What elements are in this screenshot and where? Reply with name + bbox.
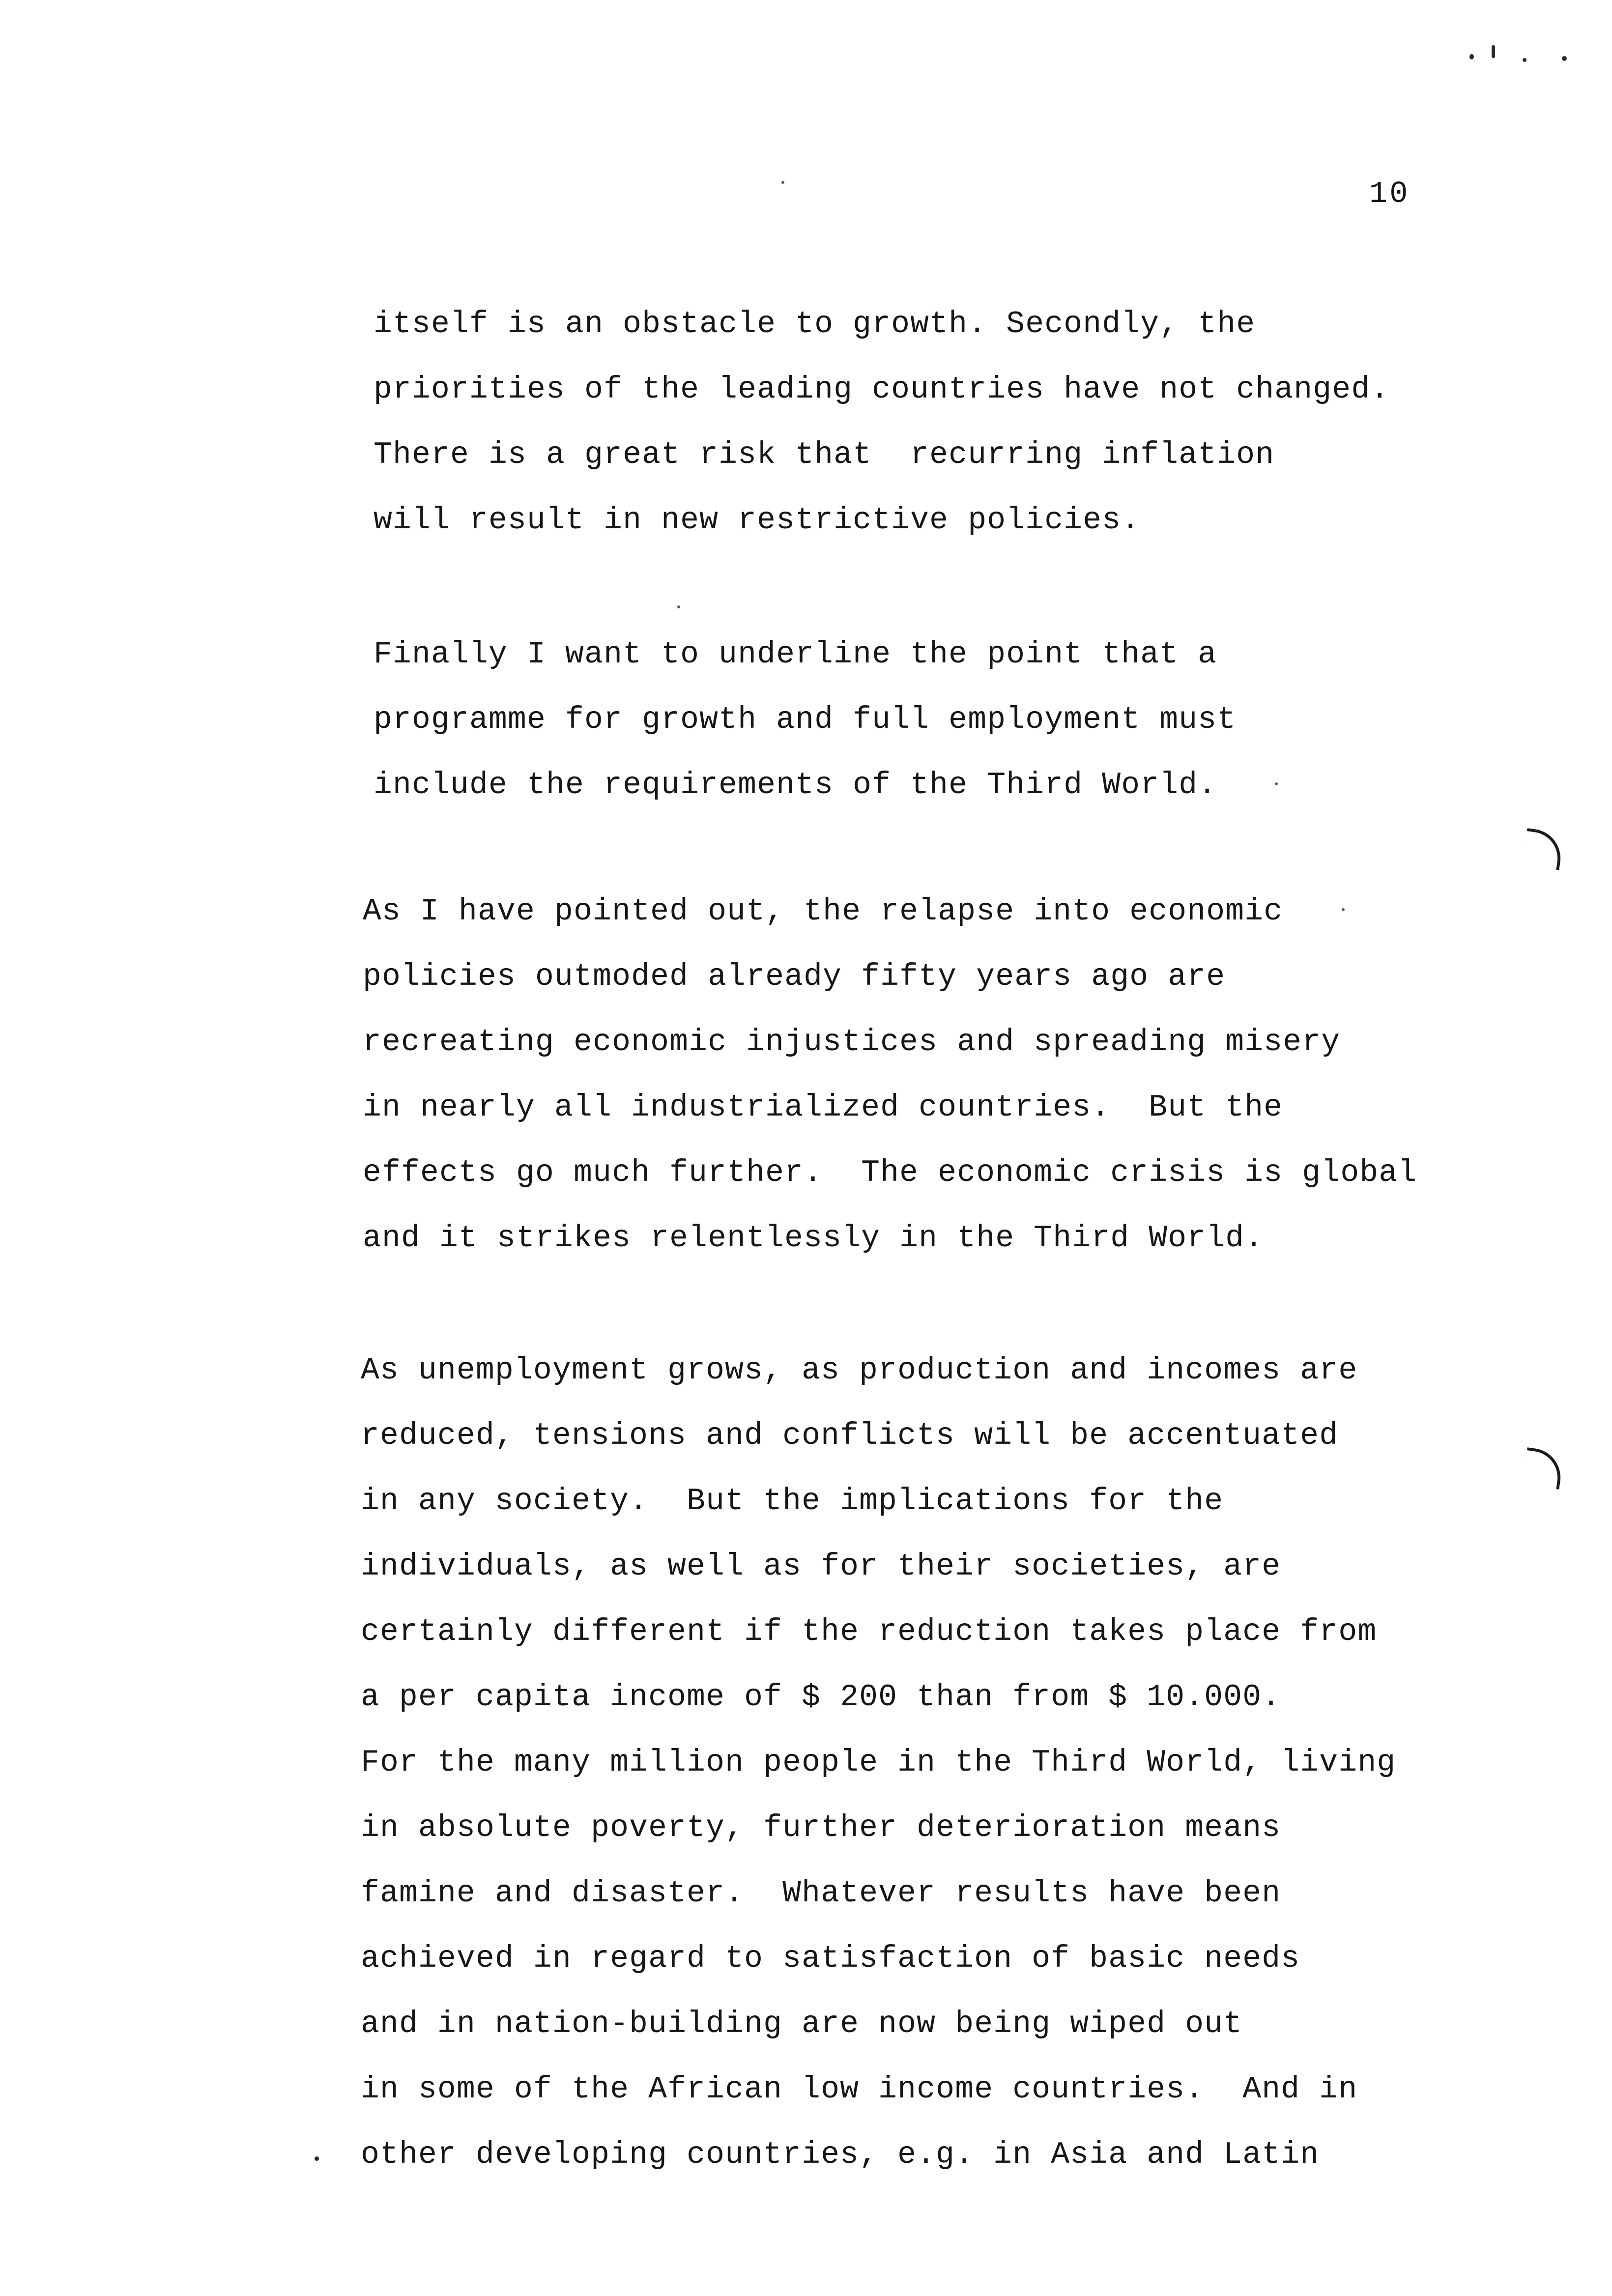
text-line: programme for growth and full employment must (374, 702, 1237, 737)
text-line: in nearly all industrialized countries. But the (363, 1090, 1283, 1125)
text-line: For the many million people in the Third World, living (361, 1745, 1396, 1780)
text-line: other developing countries, e.g. in Asia and Latin (361, 2137, 1320, 2172)
text-line: As I have pointed out, the relapse into economic (363, 894, 1283, 929)
text-line: and in nation-building are now being wiped out (361, 2007, 1243, 2041)
text-line: policies outmoded already fifty years ago are (363, 959, 1226, 994)
scan-speck (677, 605, 680, 608)
paragraph-2 (374, 622, 1236, 818)
text-line: and it strikes relentlessly in the Third World. (363, 1221, 1264, 1256)
text-line: in absolute poverty, further deterioration means (361, 1810, 1281, 1845)
text-line: achieved in regard to satisfaction of basic needs (361, 1941, 1300, 1976)
scan-speck (781, 181, 784, 184)
text-line: itself is an obstacle to growth. Secondly, the (374, 307, 1256, 342)
page-number: 10 (1369, 176, 1410, 211)
paragraph-4 (361, 1338, 1396, 2187)
margin-bracket-mark (1522, 1447, 1564, 1490)
scan-speck (1275, 782, 1278, 785)
text-line: in any society. But the implications for the (361, 1484, 1224, 1519)
text-line: include the requirements of the Third World. (374, 768, 1217, 803)
text-line: Finally I want to underline the point that a (374, 637, 1217, 672)
scan-mark (1492, 45, 1495, 58)
text-line: reduced, tensions and conflicts will be accentuated (361, 1418, 1339, 1453)
text-line: There is a great risk that recurring inflation (374, 437, 1275, 472)
scan-mark (1469, 54, 1474, 59)
text-line: certainly different if the reduction takes place from (361, 1614, 1377, 1649)
scan-speck (315, 2156, 319, 2161)
paragraph-3 (363, 879, 1417, 1271)
scan-mark (1562, 56, 1567, 61)
text-line: effects go much further. The economic crisis is global (363, 1155, 1417, 1190)
text-line: will result in new restrictive policies. (374, 503, 1141, 538)
text-line: in some of the African low income countries. And in (361, 2072, 1358, 2107)
text-line: individuals, as well as for their societies, are (361, 1549, 1281, 1584)
scan-mark (1523, 58, 1526, 62)
text-line: priorities of the leading countries have not changed. (374, 372, 1390, 407)
text-line: As unemployment grows, as production and incomes are (361, 1353, 1358, 1388)
text-line: recreating economic injustices and spreading misery (363, 1025, 1341, 1060)
text-line: a per capita income of $ 200 than from $ 10.000. (361, 1680, 1281, 1715)
paragraph-1 (374, 291, 1389, 553)
margin-bracket-mark (1522, 828, 1564, 870)
text-line: famine and disaster. Whatever results have been (361, 1876, 1281, 1911)
